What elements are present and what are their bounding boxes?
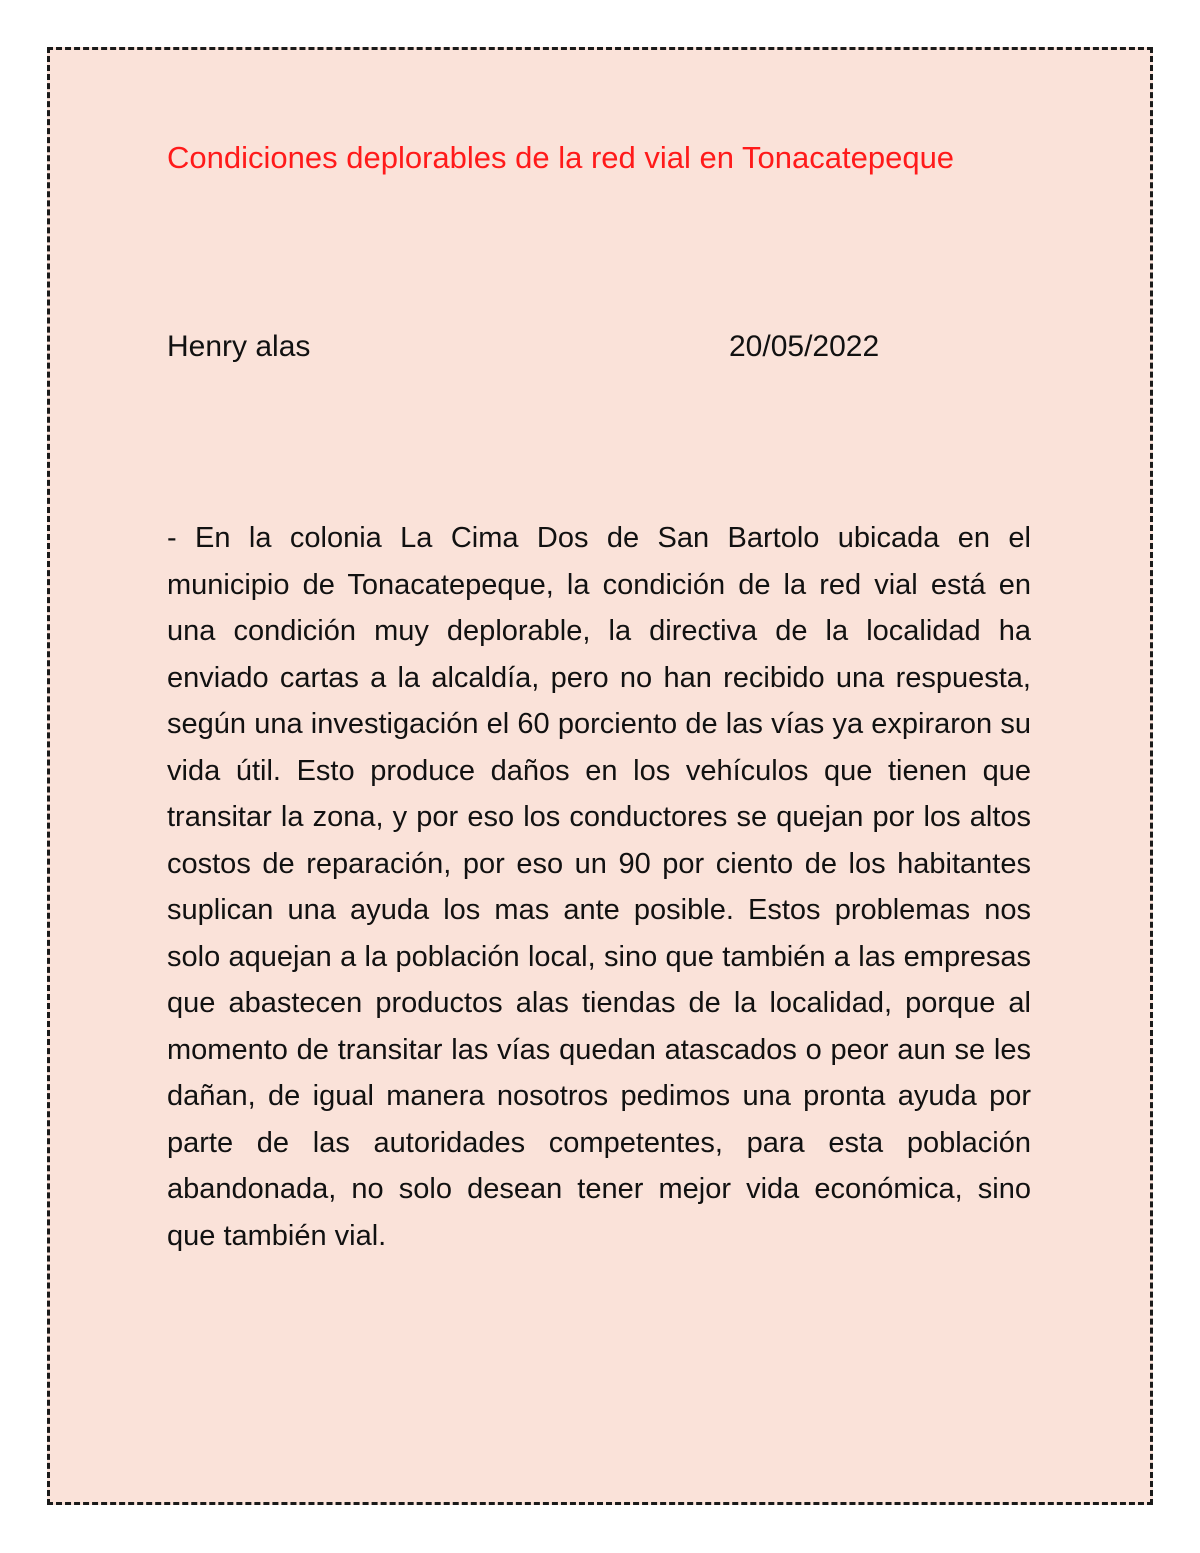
body-paragraph: - En la colonia La Cima Dos de San Bartolo ubicada en el municipio de Tonacatepeque, la condición de la red vial está en una condición muy deplorable, la directiva de la localidad ha enviado cartas a la alcaldía, pero no han recibido una respuesta, según una investigación el 60 porciento de las vías ya expiraron su vida útil. Esto produce daños en los vehículos que tienen que transitar la zona, y por eso los conductores se quejan por los altos costos de reparación, por eso un 90 por ciento de los habitantes suplican una ayuda los mas ante posible. Estos problemas nos solo aquejan a la población local, sino que también a las empresas que abastecen productos alas tiendas de la localidad, porque al momento de transitar las vías quedan atascados o peor aun se les dañan, de igual manera nosotros pedimos una pronta ayuda por parte de las autoridades competentes, para esta población abandonada, no solo desean tener mejor vida económica, sino que también vial. [167, 522, 1031, 1252]
document-title: Condiciones deplorables de la red vial en Tonacatepeque [167, 140, 955, 175]
author-name: Henry alas [167, 330, 311, 363]
document-date: 20/05/2022 [729, 330, 880, 363]
